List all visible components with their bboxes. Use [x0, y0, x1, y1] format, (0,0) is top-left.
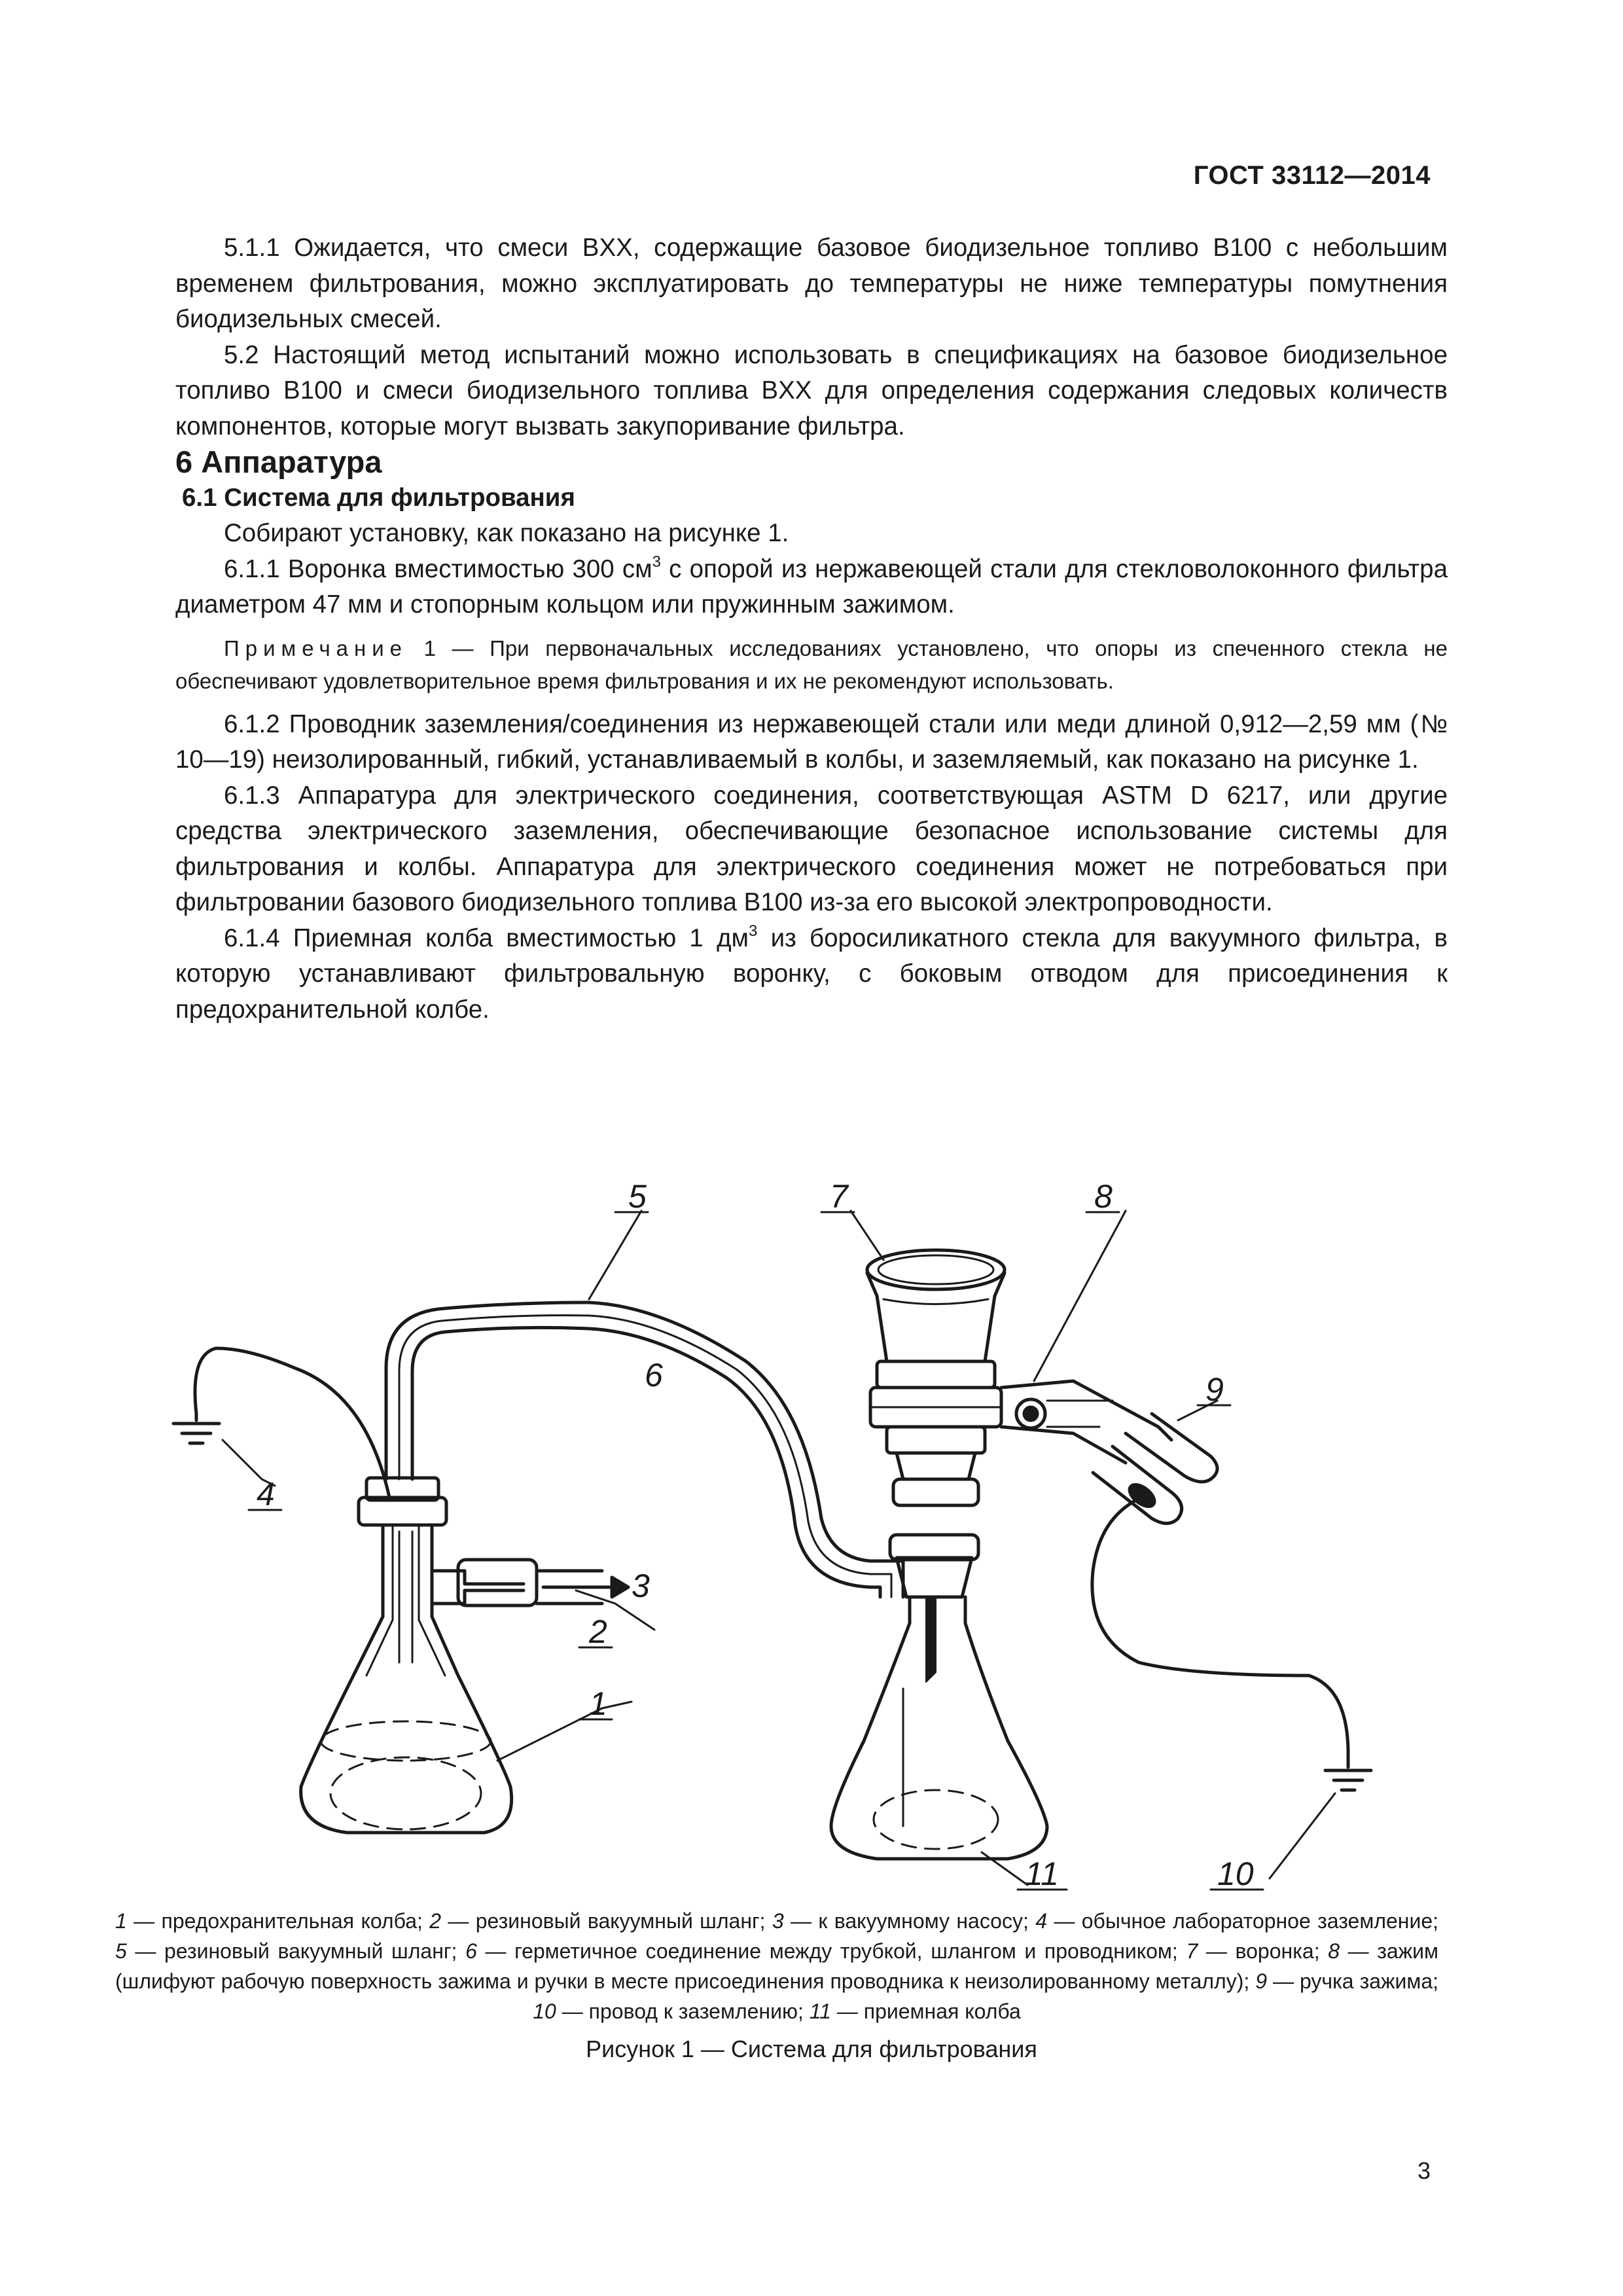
figure-label-1: 1 — [589, 1685, 607, 1722]
legend-item: 10 — провод к заземлению; — [533, 2000, 810, 2023]
note-text: 1 — При первоначальных исследованиях установлено, что опоры из спеченного стекла не обеспечивают удовлетворительное время фильтрования и их не рекомендуют использовать. — [175, 636, 1448, 693]
paragraph-5-2: 5.2 Настоящий метод испытаний можно использовать в спецификациях на базовое биодизельное топливо B100 и смеси биодизельного топлива BXX для определения содержания следовых количеств компонентов, которые могут вызвать закупоривание фильтра. — [175, 340, 1448, 440]
figure-legend — [115, 1906, 1438, 2026]
paragraph-5-1-1: 5.1.1 Ожидается, что смеси BXX, содержащие базовое биодизельное топливо B100 с небольшим временем фильтрования, можно эксплуатировать до температуры не ниже температуры помутнения биодизельных смесей. — [175, 234, 1448, 333]
note-label: Примечание — [224, 636, 408, 660]
figure-label-7: 7 — [830, 1178, 848, 1215]
figure-label-3: 3 — [632, 1568, 650, 1604]
figure-caption: Рисунок 1 — Система для фильтрования — [586, 2036, 1037, 2062]
clamp — [1001, 1381, 1171, 1463]
figure-label-9: 9 — [1205, 1371, 1224, 1408]
vacuum-line — [537, 1571, 628, 1604]
legend-item: 4 — обычное лабораторное заземление; — [1035, 1909, 1439, 1933]
legend-item: 11 — приемная колба — [809, 2000, 1021, 2023]
figure-label-8: 8 — [1094, 1178, 1113, 1215]
label-underlines — [249, 1212, 1263, 1890]
document-id-header: ГОСТ 33112—2014 — [1193, 161, 1431, 190]
receiving-flask — [831, 1535, 1047, 1859]
note-1 — [175, 632, 1448, 698]
legend-item: 1 — предохранительная колба; — [115, 1909, 430, 1933]
legend-item: 6 — герметичное соединение между трубкой, шлангом и проводником; — [465, 1939, 1186, 1963]
figure-label-5: 5 — [628, 1178, 647, 1215]
paragraph-6-1-2: 6.1.2 Проводник заземления/соединения из нержавеющей стали или меди длиной 0,912—2,59 мм (№ 10—19) неизолированный, гибкий, устанавливаемый в колбы, и заземляемый, как показано на рисунке 1. — [175, 709, 1448, 774]
body-text — [175, 230, 1448, 1028]
paragraph-6-1-3: 6.1.3 Аппаратура для электрического соединения, соответствующая ASTM D 6217, или другие средства электрического заземления, обеспечивающие безопасное использование системы для фильтрования и колбы. Аппаратура для электрического соединения может не потребоваться при фильтровании базового биодизельного топлива B100 из-за его высокой электропроводности. — [175, 781, 1448, 916]
figure-label-10: 10 — [1217, 1856, 1254, 1892]
filter-funnel — [867, 1250, 1005, 1505]
ground-wire-right — [1092, 1499, 1371, 1790]
ground-wire-left — [173, 1348, 389, 1498]
safety-flask — [301, 1478, 537, 1833]
clamp-handle — [1093, 1414, 1217, 1524]
legend-item: 5 — резиновый вакуумный шланг; — [115, 1939, 466, 1963]
legend-item: 2 — резиновый вакуумный шланг; — [429, 1909, 772, 1933]
filtration-system-diagram — [0, 1139, 1623, 1898]
legend-item: 7 — воронка; — [1186, 1939, 1329, 1963]
figure-label-2: 2 — [589, 1613, 607, 1650]
figure-label-11: 11 — [1025, 1856, 1059, 1892]
legend-item: 3 — к вакуумному насосу; — [772, 1909, 1036, 1933]
subsection-heading-6-1: 6.1 Система для фильтрования — [182, 483, 575, 512]
figure-label-4: 4 — [257, 1476, 275, 1513]
leader-lines — [223, 1211, 1335, 1885]
rubber-hose — [386, 1302, 903, 1597]
legend-item: 8 — зажим (шлифуют рабочую поверхность зажима и ручки в месте присоединения проводника к неизолированному металлу); — [115, 1939, 1439, 1993]
paragraph-6-1-4: 6.1.4 Приемная колба вместимостью 1 $дм^3$ из боросиликатного стекла для вакуумного фильтра, в которую устанавливают фильтровальную воронку, с боковым отводом для присоединения к предохранительной колбе. — [175, 922, 1448, 1024]
paragraph-6-1: Собирают установку, как показано на рисунке 1. — [224, 519, 789, 547]
section-heading-6: 6 Аппаратура — [175, 444, 382, 479]
figure-label-6: 6 — [645, 1357, 663, 1393]
legend-item: 9 — ручка зажима; — [1255, 1969, 1439, 1993]
paragraph-6-1-1: 6.1.1 Воронка вместимостью 300 $см^3$ с опорой из нержавеющей стали для стекловолоконного фильтра диаметром 47 мм и стопорным кольцом или пружинным зажимом. — [175, 552, 1448, 619]
page-number: 3 — [1417, 2157, 1431, 2184]
